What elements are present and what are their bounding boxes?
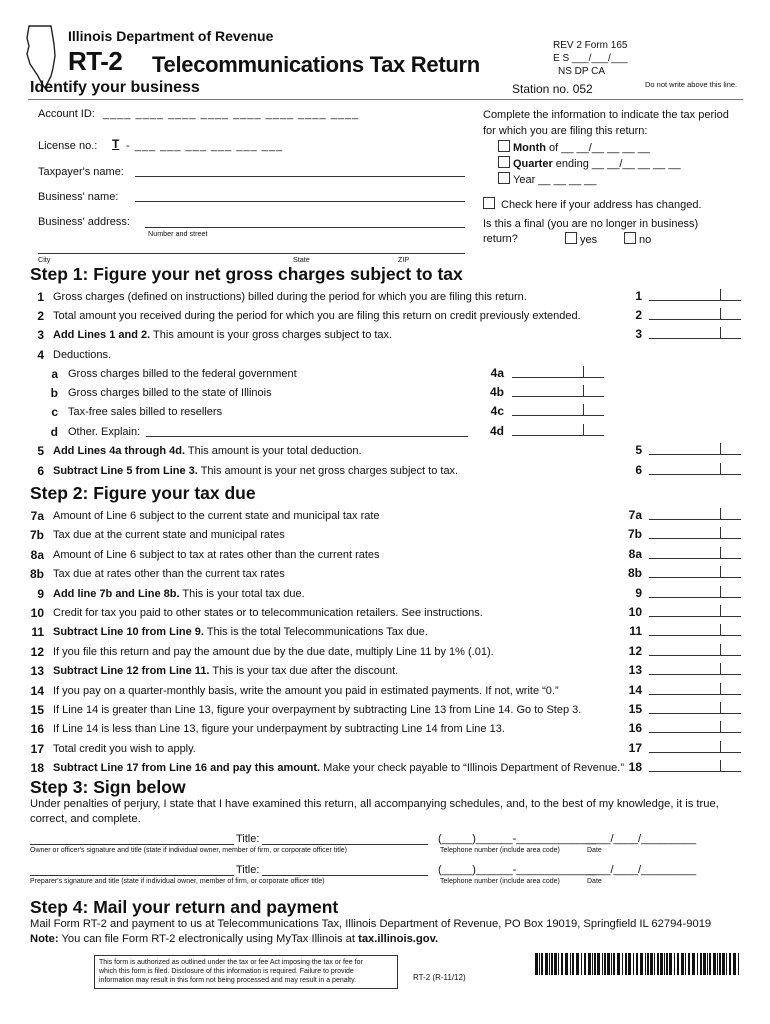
rev-line-2: E S ___/___/___ <box>553 53 628 64</box>
line-3-number: 3 <box>37 328 44 342</box>
owner-phone-caption: Telephone number (include area code) <box>440 847 560 854</box>
agency-name: Illinois Department of Revenue <box>68 28 274 44</box>
line-11-code: 11 <box>629 624 642 638</box>
disclosure-line-1: This form is authorized as outlined under the tax or fee Act imposing the tax or fee for <box>99 959 363 966</box>
line-14-number: 14 <box>30 684 44 698</box>
number-street-caption: Number and street <box>148 229 208 238</box>
address-changed-checkbox[interactable] <box>483 197 495 209</box>
line-7a-number: 7a <box>30 509 44 523</box>
line-11-number: 11 <box>31 625 44 639</box>
line-16-number: 16 <box>30 722 44 736</box>
line-11-amount[interactable] <box>649 625 741 636</box>
line-5-code: 5 <box>635 443 642 457</box>
owner-date-caption: Date <box>587 847 602 854</box>
line-7b-amount[interactable] <box>649 528 741 539</box>
line-6-amount[interactable] <box>649 464 741 475</box>
year-option[interactable] <box>498 172 596 186</box>
line-10-number: 10 <box>30 606 44 620</box>
month-blank: of __ __/__ __ __ __ <box>545 142 650 154</box>
line-2-amount[interactable] <box>649 309 741 320</box>
final-return-question-2: return? <box>483 233 518 245</box>
account-id-field[interactable]: ____ ____ ____ ____ ____ ____ ____ ____ <box>103 108 360 120</box>
line-4c-amount[interactable] <box>512 405 604 416</box>
form-revision: RT-2 (R-11/12) <box>413 973 466 982</box>
line-4d-explain-field[interactable] <box>146 436 468 437</box>
business-address-label: Business' address: <box>38 216 130 228</box>
line-7b-label <box>53 529 285 541</box>
line-10-text: Credit for tax you paid to other states or to telecommunication retailers. See instructions. <box>53 607 483 619</box>
line-18-label <box>53 762 624 774</box>
line-17-number: 17 <box>30 742 44 756</box>
quarter-checkbox[interactable] <box>498 156 510 168</box>
line-18-bold: Subtract Line 17 from Line 16 and pay this amount. <box>53 762 321 774</box>
line-6-text: This amount is your net gross charges subject to tax. <box>197 465 459 477</box>
line-13-bold: Subtract Line 12 from Line 11. <box>53 665 210 677</box>
line-13-label <box>53 665 398 677</box>
line-9-text: This is your total tax due. <box>179 588 305 600</box>
line-10-amount[interactable] <box>649 606 741 617</box>
preparer-signature-field[interactable] <box>30 875 234 876</box>
line-9-amount[interactable] <box>649 587 741 598</box>
line-6-number: 6 <box>37 464 44 478</box>
line-13-code: 13 <box>628 663 642 677</box>
line-4c-label: Tax-free sales billed to resellers <box>68 406 223 418</box>
quarter-label: Quarter <box>513 158 553 170</box>
rev-line-3: NS DP CA <box>558 66 606 77</box>
line-6-code: 6 <box>635 463 642 477</box>
note-label: Note: <box>30 933 59 945</box>
line-4a-amount[interactable] <box>512 367 604 378</box>
preparer-date-field[interactable]: ____/____/_________ <box>586 864 697 876</box>
line-4d-code: 4d <box>489 424 504 438</box>
line-15-number: 15 <box>30 703 44 717</box>
city-caption: City <box>38 255 51 264</box>
license-prefix: T <box>112 137 120 151</box>
step2-title: Step 2: Figure your tax due <box>30 483 256 503</box>
line-3-label <box>53 329 392 341</box>
line-14-label <box>53 685 559 697</box>
owner-title-field[interactable] <box>262 844 428 845</box>
line-8b-label <box>53 568 285 580</box>
line-3-bold: Add Lines 1 and 2. <box>53 329 151 341</box>
section-title: Identify your business <box>30 79 200 96</box>
form-title: Telecommunications Tax Return <box>152 52 480 77</box>
line-7a-code: 7a <box>628 508 642 522</box>
line-17-amount[interactable] <box>649 742 741 753</box>
line-4c-letter: c <box>51 405 58 419</box>
line-5-bold: Add Lines 4a through 4d. <box>53 445 186 457</box>
line-17-text: Total credit you wish to apply. <box>53 743 196 755</box>
line-11-label <box>53 626 428 638</box>
quarter-blank: ending __ __/__ __ __ __ <box>552 158 681 170</box>
line-8a-code: 8a <box>628 547 642 561</box>
line-18-number: 18 <box>30 761 44 775</box>
final-yes-option[interactable] <box>565 232 597 246</box>
line-12-amount[interactable] <box>649 645 741 656</box>
preparer-date-caption: Date <box>587 878 602 885</box>
step3-title: Step 3: Sign below <box>30 777 186 797</box>
line-13-number: 13 <box>30 664 44 678</box>
year-checkbox[interactable] <box>498 172 510 184</box>
line-3-code: 3 <box>635 327 642 341</box>
line-8b-text: Tax due at rates other than the current tax rates <box>53 568 285 580</box>
line-15-label <box>53 704 581 716</box>
month-label: Month <box>513 142 546 154</box>
disclosure-line-2: which this form is filed. Disclosure of this information is required. Failure to provide <box>99 968 354 975</box>
address-changed-label: Check here if your address has changed. <box>501 199 702 211</box>
line-13-amount[interactable] <box>649 664 741 675</box>
line-8a-amount[interactable] <box>649 548 741 559</box>
line-5-amount[interactable] <box>649 444 741 455</box>
line-14-text: If you pay on a quarter-monthly basis, write the amount you paid in estimated payments. If not, write “0.” <box>53 685 559 697</box>
month-option[interactable] <box>498 140 650 154</box>
line-12-label <box>53 646 494 658</box>
line-16-label <box>53 723 505 735</box>
line-8b-amount[interactable] <box>649 567 741 578</box>
owner-signature-field[interactable] <box>30 844 234 845</box>
note-text: You can file Form RT-2 electronically using MyTax Illinois at <box>58 933 359 945</box>
owner-signature-caption: Owner or officer's signature and title (state if individual owner, member of firm, or corporate officer title) <box>30 847 347 854</box>
line-10-label <box>53 607 483 619</box>
line-4b-code: 4b <box>489 385 504 399</box>
final-no-label: no <box>639 234 652 246</box>
line-7a-label <box>53 510 380 522</box>
preparer-phone-field[interactable]: (_____)______-_____________ <box>438 864 596 876</box>
line-18-amount[interactable] <box>649 761 741 772</box>
line-14-code: 14 <box>628 683 642 697</box>
final-no-option[interactable] <box>624 232 651 246</box>
line-7b-text: Tax due at the current state and municipal rates <box>53 529 285 541</box>
line-8a-label <box>53 549 380 561</box>
line-4c-code: 4c <box>490 404 504 418</box>
perjury-statement-1: Under penalties of perjury, I state that I have examined this return, all accompanying schedules, and, to the best of my knowledge, it is true, <box>30 798 719 810</box>
month-checkbox[interactable] <box>498 140 510 152</box>
line-4b-label: Gross charges billed to the state of Illinois <box>68 387 272 399</box>
business-name-field[interactable] <box>135 201 465 202</box>
line-4a-code: 4a <box>490 366 504 380</box>
line-2-label: Total amount you received during the period for which you are filing this return on credit previously extended. <box>53 310 581 322</box>
final-yes-label: yes <box>580 234 598 246</box>
line-7b-code: 7b <box>627 527 642 541</box>
line-6-bold: Subtract Line 5 from Line 3. <box>53 465 198 477</box>
line-4b-amount[interactable] <box>512 386 604 397</box>
zip-caption: ZIP <box>398 255 410 264</box>
disclosure-line-3: information may result in this form not being processed and may result in a penalty. <box>99 977 357 984</box>
line-8b-code: 8b <box>627 566 642 580</box>
account-id-label: Account ID: <box>38 108 95 120</box>
period-intro-2: for which you are filing this return: <box>483 125 648 137</box>
line-10-code: 10 <box>628 605 642 619</box>
state-caption: State <box>293 255 310 264</box>
line-4d-label: Other. Explain: <box>68 426 141 438</box>
line-11-text: This is the total Telecommunications Tax due. <box>203 626 428 638</box>
line-2-number: 2 <box>37 309 44 323</box>
line-5-label <box>53 445 362 457</box>
line-15-amount[interactable] <box>649 703 741 714</box>
barcode-icon <box>535 953 740 975</box>
line-12-text: If you file this return and pay the amount due by the due date, multiply Line 11 by 1% (.01). <box>53 646 494 658</box>
line-14-amount[interactable] <box>649 684 741 695</box>
line-1-amount[interactable] <box>649 290 741 301</box>
quarter-option[interactable] <box>498 156 681 170</box>
line-12-number: 12 <box>30 645 44 659</box>
perjury-statement-2: correct, and complete. <box>30 813 141 825</box>
line-3-amount[interactable] <box>649 328 741 339</box>
line-4b-letter: b <box>50 386 58 400</box>
line-3-text: This amount is your gross charges subject to tax. <box>150 329 393 341</box>
business-name-label: Business' name: <box>38 191 119 203</box>
preparer-title-label: Title: <box>236 864 260 876</box>
license-label: License no.: <box>38 140 98 152</box>
owner-title-label: Title: <box>236 833 260 845</box>
address-changed-option[interactable] <box>483 197 702 211</box>
line-16-text: If Line 14 is less than Line 13, figure your underpayment by subtracting Line 14 from Line 13. <box>53 723 505 735</box>
header-divider <box>28 99 743 100</box>
step1-title: Step 1: Figure your net gross charges subject to tax <box>30 264 463 284</box>
line-1-number: 1 <box>37 290 44 304</box>
efile-note <box>30 933 438 945</box>
line-2-code: 2 <box>635 308 642 322</box>
line-7b-number: 7b <box>29 528 44 542</box>
line-1-label: Gross charges (defined on instructions) billed during the period for which you are filing this return. <box>53 291 527 303</box>
preparer-phone-caption: Telephone number (include area code) <box>440 878 560 885</box>
line-11-bold: Subtract Line 10 from Line 9. <box>53 626 204 638</box>
line-4-label: Deductions. <box>53 349 112 361</box>
do-not-write: Do not write above this line. <box>645 80 738 89</box>
final-return-question-1: Is this a final (you are no longer in business) <box>483 218 699 230</box>
mytax-link[interactable]: tax.illinois.gov. <box>358 933 439 945</box>
line-9-code: 9 <box>635 586 642 600</box>
step4-title: Step 4: Mail your return and payment <box>30 897 339 917</box>
line-15-code: 15 <box>628 702 642 716</box>
line-5-number: 5 <box>37 444 44 458</box>
line-4-number: 4 <box>37 348 44 362</box>
final-no-checkbox[interactable] <box>624 232 636 244</box>
owner-phone-field[interactable]: (_____)______-_____________ <box>438 833 596 845</box>
line-8a-text: Amount of Line 6 subject to tax at rates other than the current rates <box>53 549 380 561</box>
line-4d-letter: d <box>50 425 58 439</box>
line-8b-number: 8b <box>29 567 44 581</box>
year-label: Year __ __ __ __ <box>513 174 597 186</box>
line-7a-amount[interactable] <box>649 509 741 520</box>
line-9-number: 9 <box>37 587 44 601</box>
form-id: RT-2 <box>68 46 123 76</box>
line-17-code: 17 <box>628 741 642 755</box>
line-9-label <box>53 588 305 600</box>
line-17-label <box>53 743 196 755</box>
line-12-code: 12 <box>628 644 642 658</box>
line-6-label <box>53 465 458 477</box>
rev-line-1: REV 2 Form 165 <box>553 40 628 51</box>
preparer-signature-caption: Preparer's signature and title (state if individual owner, member of firm, or corporate officer title) <box>30 878 325 885</box>
taxpayer-name-field[interactable] <box>135 176 465 177</box>
preparer-title-field[interactable] <box>262 875 428 876</box>
line-8a-number: 8a <box>30 548 44 562</box>
line-13-text: This is your tax due after the discount. <box>209 665 399 677</box>
disclosure-box <box>94 955 398 989</box>
line-16-code: 16 <box>628 721 642 735</box>
line-18-code: 18 <box>628 760 642 774</box>
taxpayer-name-label: Taxpayer's name: <box>38 166 124 178</box>
license-number-field[interactable]: - ___ ___ ___ ___ ___ ___ <box>126 140 284 152</box>
city-state-zip-field[interactable] <box>38 253 465 254</box>
business-address-field[interactable] <box>145 227 465 228</box>
period-intro-1: Complete the information to indicate the tax period <box>483 109 729 121</box>
final-yes-checkbox[interactable] <box>565 232 577 244</box>
line-9-bold: Add line 7b and Line 8b. <box>53 588 180 600</box>
line-15-text: If Line 14 is greater than Line 13, figure your overpayment by subtracting Line 13 from Line 14. Go to Step 3. <box>53 704 582 716</box>
line-16-amount[interactable] <box>649 722 741 733</box>
line-7a-text: Amount of Line 6 subject to the current state and municipal tax rate <box>53 510 380 522</box>
line-5-text: This amount is your total deduction. <box>185 445 362 457</box>
station-number: Station no. 052 <box>512 82 593 96</box>
line-4a-label: Gross charges billed to the federal government <box>68 368 297 380</box>
line-4d-amount[interactable] <box>512 425 604 436</box>
mail-instructions: Mail Form RT-2 and payment to us at Telecommunications Tax, Illinois Department of Revenue, PO Box 19019, Springfield IL 62794-9019 <box>30 918 712 930</box>
line-18-text: Make your check payable to “Illinois Department of Revenue.” <box>320 762 624 774</box>
owner-date-field[interactable]: ____/____/_________ <box>586 833 697 845</box>
line-4a-letter: a <box>51 367 58 381</box>
line-1-code: 1 <box>635 289 642 303</box>
